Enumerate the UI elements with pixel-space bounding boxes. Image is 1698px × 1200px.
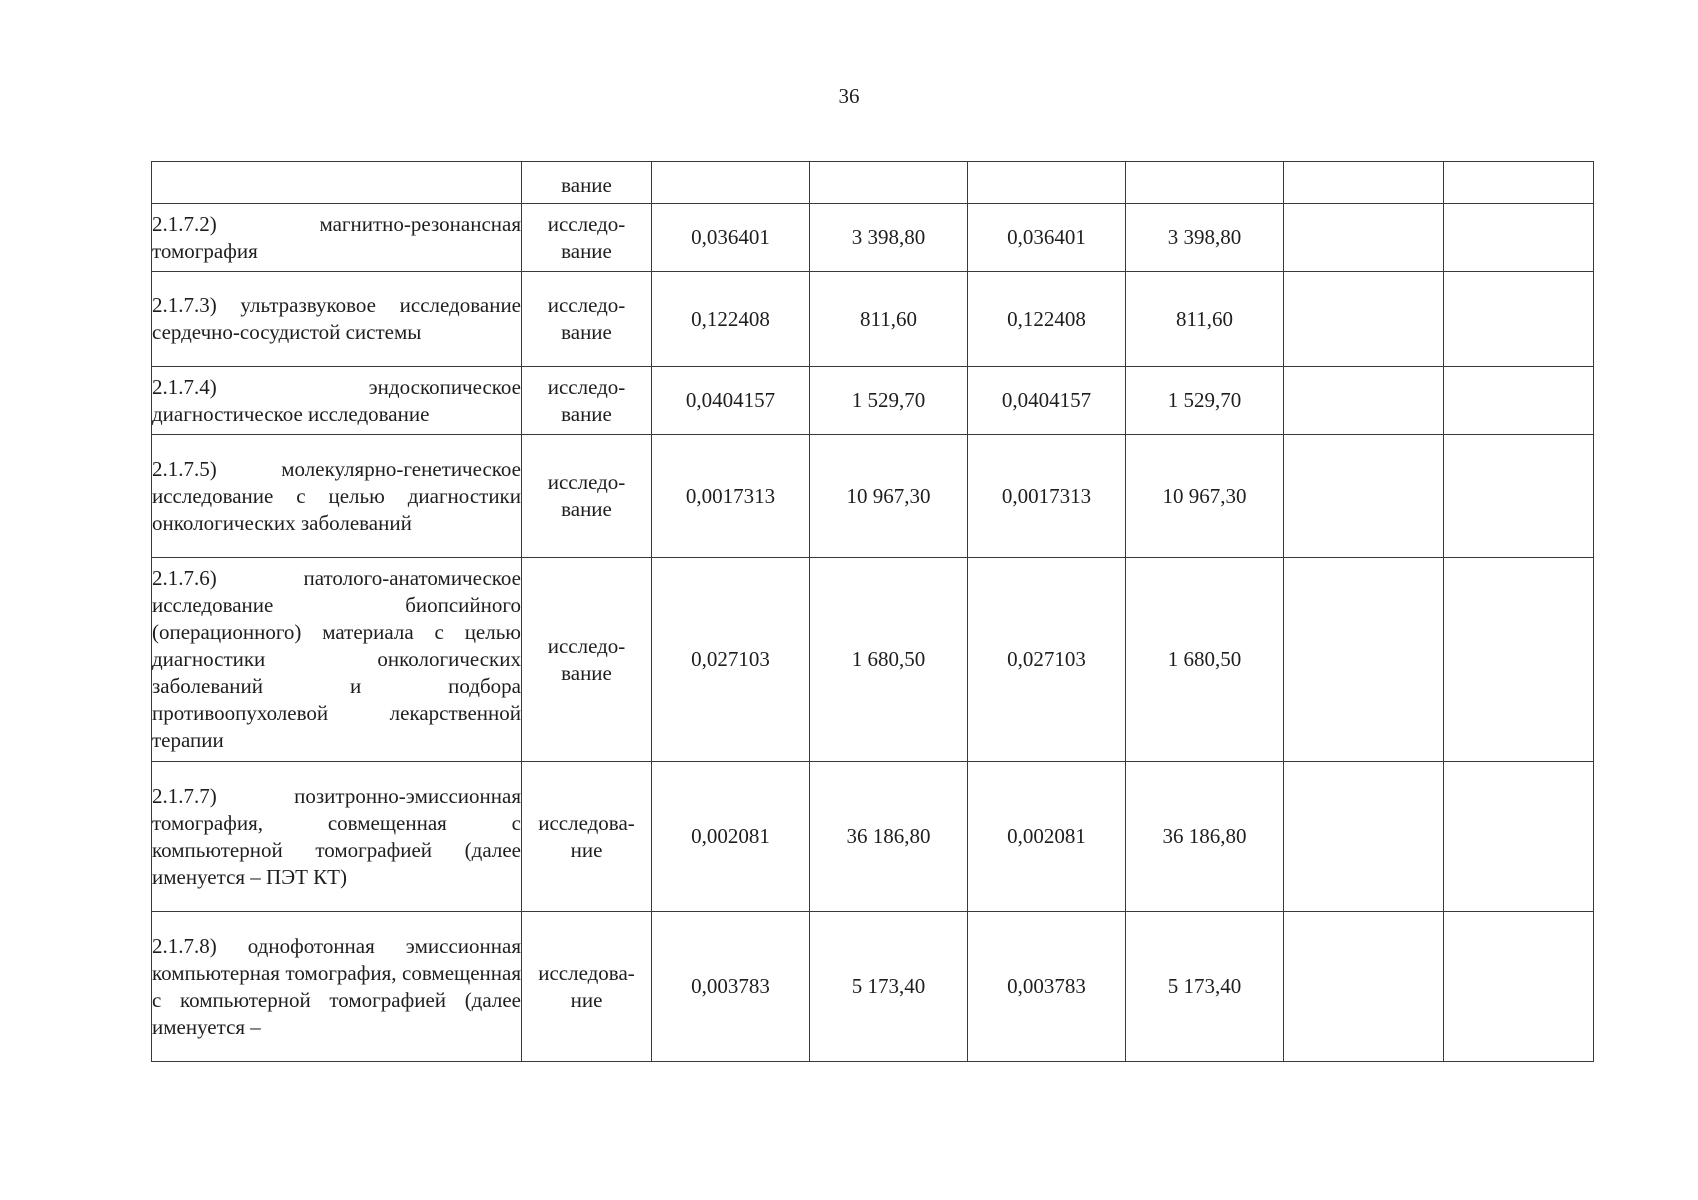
table-cell-value: 0,036401 bbox=[968, 204, 1126, 272]
table-cell-value bbox=[1284, 762, 1444, 912]
table-cell-value: 811,60 bbox=[810, 272, 968, 367]
unit-text bbox=[522, 633, 651, 687]
table-cell-value bbox=[1444, 204, 1594, 272]
unit-text bbox=[522, 211, 651, 265]
table-cell-value bbox=[968, 162, 1126, 204]
unit-text bbox=[522, 292, 651, 346]
table-cell-value: 0,002081 bbox=[968, 762, 1126, 912]
table-cell-value: 10 967,30 bbox=[810, 435, 968, 558]
table-cell-unit bbox=[522, 558, 652, 762]
table-cell-name: 2.1.7.4) эндоскопическое диагностическое исследование bbox=[152, 367, 522, 435]
table-row bbox=[152, 762, 1594, 912]
table-cell-value: 0,0404157 bbox=[968, 367, 1126, 435]
unit-line: вание bbox=[561, 497, 612, 521]
table-cell-value bbox=[652, 162, 810, 204]
table-cell-value bbox=[1284, 558, 1444, 762]
table-cell-unit bbox=[522, 912, 652, 1062]
table-cell-value bbox=[1444, 367, 1594, 435]
unit-line: вание bbox=[561, 320, 612, 344]
table-cell-name: 2.1.7.5) молекулярно-генетическое исследование с целью диагностики онкологических заболеваний bbox=[152, 435, 522, 558]
unit-text bbox=[522, 960, 651, 1014]
table-cell-value: 0,027103 bbox=[968, 558, 1126, 762]
table-cell-value: 811,60 bbox=[1126, 272, 1284, 367]
table-cell-value: 1 529,70 bbox=[1126, 367, 1284, 435]
table-cell-value: 1 680,50 bbox=[1126, 558, 1284, 762]
table-cell-value bbox=[1444, 162, 1594, 204]
table-row bbox=[152, 204, 1594, 272]
table-cell-unit bbox=[522, 367, 652, 435]
unit-text bbox=[522, 374, 651, 428]
table-cell-value bbox=[1284, 204, 1444, 272]
table-cell-value: 0,036401 bbox=[652, 204, 810, 272]
unit-line: вание bbox=[561, 238, 612, 263]
table-cell-value bbox=[1444, 435, 1594, 558]
table-cell-value: 10 967,30 bbox=[1126, 435, 1284, 558]
table-cell-value: 0,003783 bbox=[652, 912, 810, 1062]
table-cell-value: 0,0017313 bbox=[652, 435, 810, 558]
table-row bbox=[152, 435, 1594, 558]
unit-line: исследо- bbox=[547, 470, 626, 494]
table-cell-unit bbox=[522, 272, 652, 367]
unit-line: исследо- bbox=[547, 211, 626, 236]
table-cell-value bbox=[1284, 272, 1444, 367]
table-cell-value bbox=[1444, 558, 1594, 762]
table-cell-value: 0,003783 bbox=[968, 912, 1126, 1062]
unit-line: исследо- bbox=[547, 633, 626, 658]
table-cell-value: 36 186,80 bbox=[810, 762, 968, 912]
table-row bbox=[152, 558, 1594, 762]
table-cell-unit bbox=[522, 204, 652, 272]
table-cell-unit bbox=[522, 762, 652, 912]
table-cell-value: 36 186,80 bbox=[1126, 762, 1284, 912]
table-cell-value: 0,027103 bbox=[652, 558, 810, 762]
unit-line: ние bbox=[570, 837, 603, 862]
table-row bbox=[152, 367, 1594, 435]
table-cell-value: 0,0017313 bbox=[968, 435, 1126, 558]
table-row bbox=[152, 912, 1594, 1062]
table-cell-value bbox=[1444, 912, 1594, 1062]
table-cell-value: 5 173,40 bbox=[810, 912, 968, 1062]
table-cell-value: 0,122408 bbox=[968, 272, 1126, 367]
table-cell-value: 0,002081 bbox=[652, 762, 810, 912]
table-cell-unit: вание bbox=[522, 162, 652, 204]
table-cell-value bbox=[1444, 762, 1594, 912]
table-cell-value: 5 173,40 bbox=[1126, 912, 1284, 1062]
table-cell-value bbox=[1284, 162, 1444, 204]
unit-text bbox=[522, 469, 651, 523]
unit-line: исследова- bbox=[538, 960, 635, 985]
table-cell-value: 3 398,80 bbox=[810, 204, 968, 272]
table-cell-value bbox=[1284, 912, 1444, 1062]
table-cell-value bbox=[1126, 162, 1284, 204]
table-cell-value: 1 529,70 bbox=[810, 367, 968, 435]
table-cell-value: 3 398,80 bbox=[1126, 204, 1284, 272]
unit-text bbox=[522, 810, 651, 864]
unit-line: вание bbox=[561, 401, 612, 426]
unit-line: ние bbox=[570, 987, 603, 1012]
unit-line: исследо- bbox=[547, 374, 626, 399]
table-cell-name: 2.1.7.3) ультразвуковое исследование сердечно-сосудистой системы bbox=[152, 272, 522, 367]
table-cell-value bbox=[1284, 435, 1444, 558]
table-cell-unit bbox=[522, 435, 652, 558]
table-cell-name: 2.1.7.6) патолого-анатомическое исследование биопсийного (операционного) материала с целью диагностики онкологических заболеваний и подбора противоопухолевой лекарственной терапии bbox=[152, 558, 522, 762]
page-number: 36 bbox=[838, 84, 860, 108]
table-cell-name: 2.1.7.7) позитронно-эмиссионная томография, совмещенная с компьютерной томографией (далее именуется – ПЭТ КТ) bbox=[152, 762, 522, 912]
unit-line: исследо- bbox=[547, 293, 626, 317]
table-row-continuation bbox=[152, 162, 1594, 204]
tariff-table bbox=[151, 161, 1594, 1062]
table-cell-name: 2.1.7.8) однофотонная эмиссионная компьютерная томография, совмещенная с компьютерной томографией (далее именуется – bbox=[152, 912, 522, 1062]
table-cell-value: 1 680,50 bbox=[810, 558, 968, 762]
table-cell-value bbox=[1444, 272, 1594, 367]
unit-line: исследова- bbox=[538, 810, 635, 835]
table-cell-value bbox=[810, 162, 968, 204]
table-row bbox=[152, 272, 1594, 367]
table-cell-name: 2.1.7.2) магнитно-резонансная томография bbox=[152, 204, 522, 272]
unit-line: вание bbox=[561, 660, 612, 685]
table-cell-name bbox=[152, 162, 522, 204]
table-cell-value: 0,0404157 bbox=[652, 367, 810, 435]
table-cell-value: 0,122408 bbox=[652, 272, 810, 367]
table-cell-value bbox=[1284, 367, 1444, 435]
